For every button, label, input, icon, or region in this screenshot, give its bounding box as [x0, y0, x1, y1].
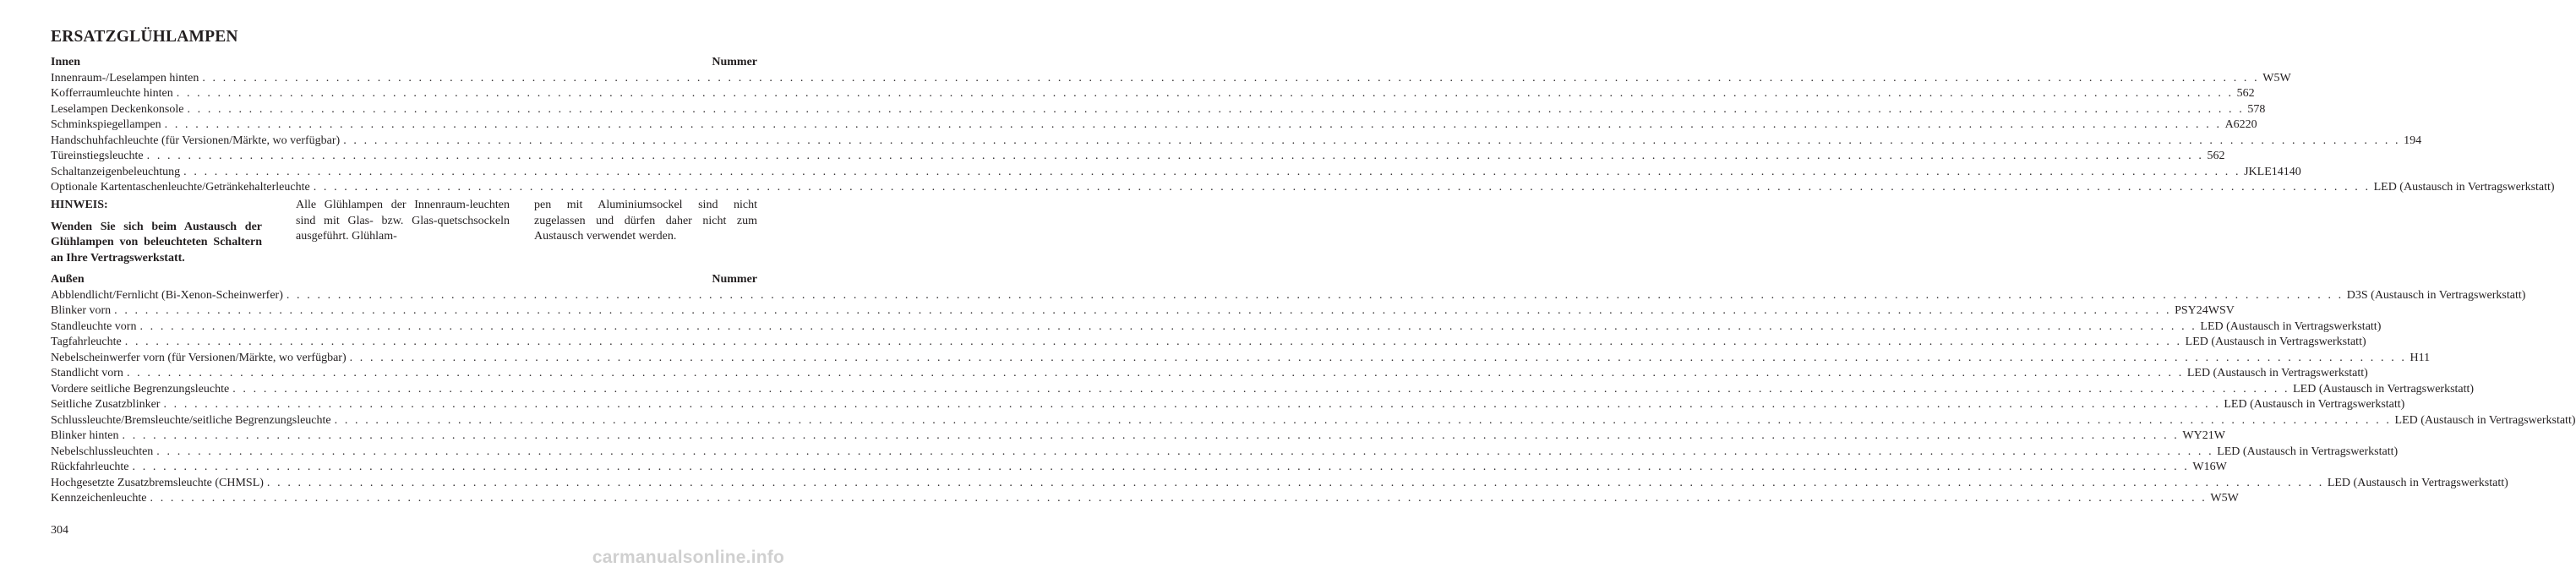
- table-row: [51, 491, 2239, 507]
- dot-leader: . . . . . . . . . . . . . . . . . . . . . . . . . . . . . . . . . . . . . . . . . . . . . . . . . . . . . . . . . . . . . . . . . . . . . . . . . . . . . . . . . . . . . . . . . . . . . . . . . . . . . . . . . . . . . . . . . . . . . . . . . . . . . . . . . . . . . . . . . . . . . . . . . . . . . . . . . . . . . . . . . . . . . . . . . . . . . . . . . . . . . . . . . . . . . . . . . . . . . . . .: [150, 492, 2208, 505]
- bulb-location: Standleuchte vorn: [51, 319, 137, 333]
- dot-leader: . . . . . . . . . . . . . . . . . . . . . . . . . . . . . . . . . . . . . . . . . . . . . . . . . . . . . . . . . . . . . . . . . . . . . . . . . . . . . . . . . . . . . . . . . . . . . . . . . . . . . . . . . . . . . . . . . . . . . . . . . . . . . . . . . . . . . . . . . . . . . . . . . . . . . . . . . . . . . . . . . . . . . . . . . . . . . . . . . . . . . . . . . . . . . . . . . . . . . . . .: [126, 367, 2184, 379]
- bulb-number: LED (Austausch in Vertragswerkstatt): [2224, 398, 2405, 411]
- bulb-number: W16W: [2192, 461, 2227, 473]
- bulb-location: Nebelschlussleuchten: [51, 445, 154, 458]
- inner-header-label: Innen: [51, 56, 81, 68]
- dot-leader: . . . . . . . . . . . . . . . . . . . . . . . . . . . . . . . . . . . . . . . . . . . . . . . . . . . . . . . . . . . . . . . . . . . . . . . . . . . . . . . . . . . . . . . . . . . . . . . . . . . . . . . . . . . . . . . . . . . . . . . . . . . . . . . . . . . . . . . . . . . . . . . . . . . . . . . . . . . . . . . . . . . . . . . . . . . . . . . . . . . . . . . . . . . . . . . . . . . . . . . .: [163, 398, 2221, 411]
- outer-header-label: Außen: [51, 273, 85, 286]
- table-row: [51, 476, 2508, 492]
- dot-leader: . . . . . . . . . . . . . . . . . . . . . . . . . . . . . . . . . . . . . . . . . . . . . . . . . . . . . . . . . . . . . . . . . . . . . . . . . . . . . . . . . . . . . . . . . . . . . . . . . . . . . . . . . . . . . . . . . . . . . . . . . . . . . . . . . . . . . . . . . . . . . . . . . . . . . . . . . . . . . . . . . . . . . . . . . . . . . . . . . . . . . . . . . . . . . . . . . . . . . . . .: [124, 336, 2182, 348]
- bulb-location: Rückfahrleuchte: [51, 461, 129, 473]
- dot-leader: . . . . . . . . . . . . . . . . . . . . . . . . . . . . . . . . . . . . . . . . . . . . . . . . . . . . . . . . . . . . . . . . . . . . . . . . . . . . . . . . . . . . . . . . . . . . . . . . . . . . . . . . . . . . . . . . . . . . . . . . . . . . . . . . . . . . . . . . . . . . . . . . . . . . . . . . . . . . . . . . . . . . . . . . . . . . . . . . . . . . . . . . . . . . . . . . . . . . . . . .: [114, 304, 2172, 317]
- dot-leader: . . . . . . . . . . . . . . . . . . . . . . . . . . . . . . . . . . . . . . . . . . . . . . . . . . . . . . . . . . . . . . . . . . . . . . . . . . . . . . . . . . . . . . . . . . . . . . . . . . . . . . . . . . . . . . . . . . . . . . . . . . . . . . . . . . . . . . . . . . . . . . . . . . . . . . . . . . . . . . . . . . . . . . . . . . . . . . . . . . . . . . . . . . . . . . . . . . . . . . . .: [164, 118, 2222, 131]
- bulb-number: LED (Austausch in Vertragswerkstatt): [2394, 413, 2576, 427]
- bulb-number: 578: [2247, 102, 2266, 116]
- bulb-number: W5W: [2262, 71, 2291, 85]
- bulb-location: Blinker vorn: [51, 304, 112, 317]
- bulb-number: H11: [2410, 351, 2431, 364]
- bulb-number: 562: [2236, 87, 2255, 100]
- note-text-column-2: Alle Glühlampen der Innenraum-leuchten sind mit Glas- bzw. Glas-quetschsockeln ausgeführt. Glühlam-: [296, 199, 510, 243]
- table-row: [51, 165, 2301, 181]
- table-row: [51, 86, 2255, 102]
- bulb-number: PSY24WSV: [2175, 304, 2235, 317]
- bulb-location: Kennzeichenleuchte: [51, 492, 147, 505]
- page-number: 304: [51, 524, 68, 537]
- table-row: [51, 366, 2368, 382]
- bulb-location: Kofferraumleuchte hinten: [51, 87, 173, 100]
- bulb-location: Nebelscheinwerfer vorn (für Versionen/Märkte, wo verfügbar): [51, 351, 347, 364]
- outer-rows: [51, 288, 2576, 507]
- dot-leader: . . . . . . . . . . . . . . . . . . . . . . . . . . . . . . . . . . . . . . . . . . . . . . . . . . . . . . . . . . . . . . . . . . . . . . . . . . . . . . . . . . . . . . . . . . . . . . . . . . . . . . . . . . . . . . . . . . . . . . . . . . . . . . . . . . . . . . . . . . . . . . . . . . . . . . . . . . . . . . . . . . . . . . . . . . . . . . . . . . . . . . . . . . . . . . . . . . . . . . . .: [266, 476, 2324, 489]
- bulb-location: Seitliche Zusatzblinker: [51, 398, 161, 411]
- bulb-location: Hochgesetzte Zusatzbremsleuchte (CHMSL): [51, 476, 264, 489]
- bulb-number: LED (Austausch in Vertragswerkstatt): [2186, 367, 2368, 379]
- table-row: [51, 303, 2235, 319]
- inner-rows: [51, 71, 2555, 196]
- table-row: [51, 288, 2526, 304]
- table-row: [51, 413, 2576, 429]
- bulb-location: Leselampen Deckenkonsole: [51, 102, 184, 116]
- dot-leader: . . . . . . . . . . . . . . . . . . . . . . . . . . . . . . . . . . . . . . . . . . . . . . . . . . . . . . . . . . . . . . . . . . . . . . . . . . . . . . . . . . . . . . . . . . . . . . . . . . . . . . . . . . . . . . . . . . . . . . . . . . . . . . . . . . . . . . . . . . . . . . . . . . . . . . . . . . . . . . . . . . . . . . . . . . . . . . . . . . . . . . . . . . . . . . . . . . . . . . . .: [349, 351, 2407, 364]
- note-column-1: [51, 198, 262, 266]
- bulb-number: LED (Austausch in Vertragswerkstatt): [2217, 445, 2399, 458]
- bulb-location: Innenraum-/Leselampen hinten: [51, 71, 199, 85]
- dot-leader: . . . . . . . . . . . . . . . . . . . . . . . . . . . . . . . . . . . . . . . . . . . . . . . . . . . . . . . . . . . . . . . . . . . . . . . . . . . . . . . . . . . . . . . . . . . . . . . . . . . . . . . . . . . . . . . . . . . . . . . . . . . . . . . . . . . . . . . . . . . . . . . . . . . . . . . . . . . . . . . . . . . . . . . . . . . . . . . . . . . . . . . . . . . . . . . . . . . . . . . .: [334, 413, 2392, 427]
- table-row: [51, 445, 2399, 461]
- dot-leader: . . . . . . . . . . . . . . . . . . . . . . . . . . . . . . . . . . . . . . . . . . . . . . . . . . . . . . . . . . . . . . . . . . . . . . . . . . . . . . . . . . . . . . . . . . . . . . . . . . . . . . . . . . . . . . . . . . . . . . . . . . . . . . . . . . . . . . . . . . . . . . . . . . . . . . . . . . . . . . . . . . . . . . . . . . . . . . . . . . . . . . . . . . . . . . . . . . . . . . . .: [146, 150, 2204, 162]
- inner-header-number: Nummer: [712, 56, 757, 68]
- dot-leader: . . . . . . . . . . . . . . . . . . . . . . . . . . . . . . . . . . . . . . . . . . . . . . . . . . . . . . . . . . . . . . . . . . . . . . . . . . . . . . . . . . . . . . . . . . . . . . . . . . . . . . . . . . . . . . . . . . . . . . . . . . . . . . . . . . . . . . . . . . . . . . . . . . . . . . . . . . . . . . . . . . . . . . . . . . . . . . . . . . . . . . . . . . . . . . . . . . . . . . . .: [156, 445, 2214, 458]
- dot-leader: . . . . . . . . . . . . . . . . . . . . . . . . . . . . . . . . . . . . . . . . . . . . . . . . . . . . . . . . . . . . . . . . . . . . . . . . . . . . . . . . . . . . . . . . . . . . . . . . . . . . . . . . . . . . . . . . . . . . . . . . . . . . . . . . . . . . . . . . . . . . . . . . . . . . . . . . . . . . . . . . . . . . . . . . . . . . . . . . . . . . . . . . . . . . . . . . . . . . . . . .: [132, 461, 2190, 473]
- bulb-number: LED (Austausch in Vertragswerkstatt): [2327, 476, 2508, 489]
- note-warning: Wenden Sie sich beim Austausch der Glühlampen von beleuchteten Schaltern an Ihre Vertragswerkstatt.: [51, 220, 262, 265]
- dot-leader: . . . . . . . . . . . . . . . . . . . . . . . . . . . . . . . . . . . . . . . . . . . . . . . . . . . . . . . . . . . . . . . . . . . . . . . . . . . . . . . . . . . . . . . . . . . . . . . . . . . . . . . . . . . . . . . . . . . . . . . . . . . . . . . . . . . . . . . . . . . . . . . . . . . . . . . . . . . . . . . . . . . . . . . . . . . . . . . . . . . . . . . . . . . . . . . . . . . . . . . .: [187, 102, 2245, 116]
- outer-bulb-table: [51, 272, 2576, 507]
- bulb-number: LED (Austausch in Vertragswerkstatt): [2185, 336, 2366, 348]
- bulb-location: Optionale Kartentaschenleuchte/Getränkehalterleuchte: [51, 181, 310, 194]
- page-title: ERSATZGLÜHLAMPEN: [51, 28, 238, 46]
- bulb-location: Schminkspiegellampen: [51, 118, 161, 131]
- dot-leader: . . . . . . . . . . . . . . . . . . . . . . . . . . . . . . . . . . . . . . . . . . . . . . . . . . . . . . . . . . . . . . . . . . . . . . . . . . . . . . . . . . . . . . . . . . . . . . . . . . . . . . . . . . . . . . . . . . . . . . . . . . . . . . . . . . . . . . . . . . . . . . . . . . . . . . . . . . . . . . . . . . . . . . . . . . . . . . . . . . . . . . . . . . . . . . . . . . . . . . . .: [343, 134, 2401, 147]
- table-row: [51, 102, 2266, 118]
- table-row: [51, 319, 2382, 336]
- bulb-number: LED (Austausch in Vertragswerkstatt): [2293, 382, 2475, 396]
- watermark: carmanualsonline.info: [592, 548, 784, 567]
- bulb-number: 562: [2207, 150, 2225, 162]
- dot-leader: . . . . . . . . . . . . . . . . . . . . . . . . . . . . . . . . . . . . . . . . . . . . . . . . . . . . . . . . . . . . . . . . . . . . . . . . . . . . . . . . . . . . . . . . . . . . . . . . . . . . . . . . . . . . . . . . . . . . . . . . . . . . . . . . . . . . . . . . . . . . . . . . . . . . . . . . . . . . . . . . . . . . . . . . . . . . . . . . . . . . . . . . . . . . . . . . . . . . . . . .: [232, 382, 2290, 396]
- bulb-number: A6220: [2224, 118, 2257, 131]
- dot-leader: . . . . . . . . . . . . . . . . . . . . . . . . . . . . . . . . . . . . . . . . . . . . . . . . . . . . . . . . . . . . . . . . . . . . . . . . . . . . . . . . . . . . . . . . . . . . . . . . . . . . . . . . . . . . . . . . . . . . . . . . . . . . . . . . . . . . . . . . . . . . . . . . . . . . . . . . . . . . . . . . . . . . . . . . . . . . . . . . . . . . . . . . . . . . . . . . . . . . . . . .: [139, 319, 2197, 333]
- bulb-location: Blinker hinten: [51, 429, 119, 442]
- note-block: [51, 198, 757, 265]
- bulb-location: Tagfahrleuchte: [51, 336, 122, 348]
- dot-leader: . . . . . . . . . . . . . . . . . . . . . . . . . . . . . . . . . . . . . . . . . . . . . . . . . . . . . . . . . . . . . . . . . . . . . . . . . . . . . . . . . . . . . . . . . . . . . . . . . . . . . . . . . . . . . . . . . . . . . . . . . . . . . . . . . . . . . . . . . . . . . . . . . . . . . . . . . . . . . . . . . . . . . . . . . . . . . . . . . . . . . . . . . . . . . . . . . . . . . . . .: [286, 288, 2344, 302]
- note-text-column-3: pen mit Aluminiumsockel sind nicht zugelassen und dürfen daher nicht zum Austausch verwendet werden.: [534, 199, 757, 243]
- dot-leader: . . . . . . . . . . . . . . . . . . . . . . . . . . . . . . . . . . . . . . . . . . . . . . . . . . . . . . . . . . . . . . . . . . . . . . . . . . . . . . . . . . . . . . . . . . . . . . . . . . . . . . . . . . . . . . . . . . . . . . . . . . . . . . . . . . . . . . . . . . . . . . . . . . . . . . . . . . . . . . . . . . . . . . . . . . . . . . . . . . . . . . . . . . . . . . . . . . . . . . . .: [183, 165, 2241, 178]
- table-row: [51, 460, 2227, 476]
- outer-table-header: [51, 272, 757, 288]
- bulb-location: Standlicht vorn: [51, 367, 123, 379]
- dot-leader: . . . . . . . . . . . . . . . . . . . . . . . . . . . . . . . . . . . . . . . . . . . . . . . . . . . . . . . . . . . . . . . . . . . . . . . . . . . . . . . . . . . . . . . . . . . . . . . . . . . . . . . . . . . . . . . . . . . . . . . . . . . . . . . . . . . . . . . . . . . . . . . . . . . . . . . . . . . . . . . . . . . . . . . . . . . . . . . . . . . . . . . . . . . . . . . . . . . . . . . .: [176, 87, 2234, 100]
- bulb-location: Schlussleuchte/Bremsleuchte/seitliche Begrenzungsleuchte: [51, 413, 331, 427]
- bulb-number: 194: [2404, 134, 2422, 147]
- bulb-location: Schaltanzeigenbeleuchtung: [51, 165, 181, 178]
- dot-leader: . . . . . . . . . . . . . . . . . . . . . . . . . . . . . . . . . . . . . . . . . . . . . . . . . . . . . . . . . . . . . . . . . . . . . . . . . . . . . . . . . . . . . . . . . . . . . . . . . . . . . . . . . . . . . . . . . . . . . . . . . . . . . . . . . . . . . . . . . . . . . . . . . . . . . . . . . . . . . . . . . . . . . . . . . . . . . . . . . . . . . . . . . . . . . . . . . . . . . . . .: [313, 181, 2371, 194]
- bulb-location: Türeinstiegsleuchte: [51, 150, 144, 162]
- table-row: [51, 149, 2225, 165]
- inner-bulb-table: [51, 55, 2555, 196]
- outer-header-number: Nummer: [712, 273, 757, 286]
- bulb-location: Handschuhfachleuchte (für Versionen/Märkte, wo verfügbar): [51, 134, 341, 147]
- table-row: [51, 71, 2291, 87]
- table-row: [51, 117, 2257, 134]
- table-row: [51, 180, 2555, 196]
- table-row: [51, 335, 2366, 351]
- bulb-number: JKLE14140: [2244, 165, 2301, 178]
- dot-leader: . . . . . . . . . . . . . . . . . . . . . . . . . . . . . . . . . . . . . . . . . . . . . . . . . . . . . . . . . . . . . . . . . . . . . . . . . . . . . . . . . . . . . . . . . . . . . . . . . . . . . . . . . . . . . . . . . . . . . . . . . . . . . . . . . . . . . . . . . . . . . . . . . . . . . . . . . . . . . . . . . . . . . . . . . . . . . . . . . . . . . . . . . . . . . . . . . . . . . . . .: [122, 429, 2180, 442]
- bulb-location: Abblendlicht/Fernlicht (Bi-Xenon-Scheinwerfer): [51, 288, 283, 302]
- table-row: [51, 428, 2225, 445]
- table-row: [51, 382, 2475, 398]
- table-row: [51, 351, 2431, 367]
- bulb-number: D3S (Austausch in Vertragswerkstatt): [2346, 288, 2526, 302]
- dot-leader: . . . . . . . . . . . . . . . . . . . . . . . . . . . . . . . . . . . . . . . . . . . . . . . . . . . . . . . . . . . . . . . . . . . . . . . . . . . . . . . . . . . . . . . . . . . . . . . . . . . . . . . . . . . . . . . . . . . . . . . . . . . . . . . . . . . . . . . . . . . . . . . . . . . . . . . . . . . . . . . . . . . . . . . . . . . . . . . . . . . . . . . . . . . . . . . . . . . . . . . .: [202, 71, 2260, 85]
- bulb-number: WY21W: [2182, 429, 2225, 442]
- bulb-location: Vordere seitliche Begrenzungsleuchte: [51, 382, 230, 396]
- inner-table-header: [51, 55, 757, 71]
- table-row: [51, 134, 2422, 150]
- bulb-number: LED (Austausch in Vertragswerkstatt): [2373, 181, 2555, 194]
- bulb-number: LED (Austausch in Vertragswerkstatt): [2200, 319, 2382, 333]
- note-heading: HINWEIS:: [51, 199, 108, 211]
- table-row: [51, 397, 2405, 413]
- bulb-number: W5W: [2210, 492, 2239, 505]
